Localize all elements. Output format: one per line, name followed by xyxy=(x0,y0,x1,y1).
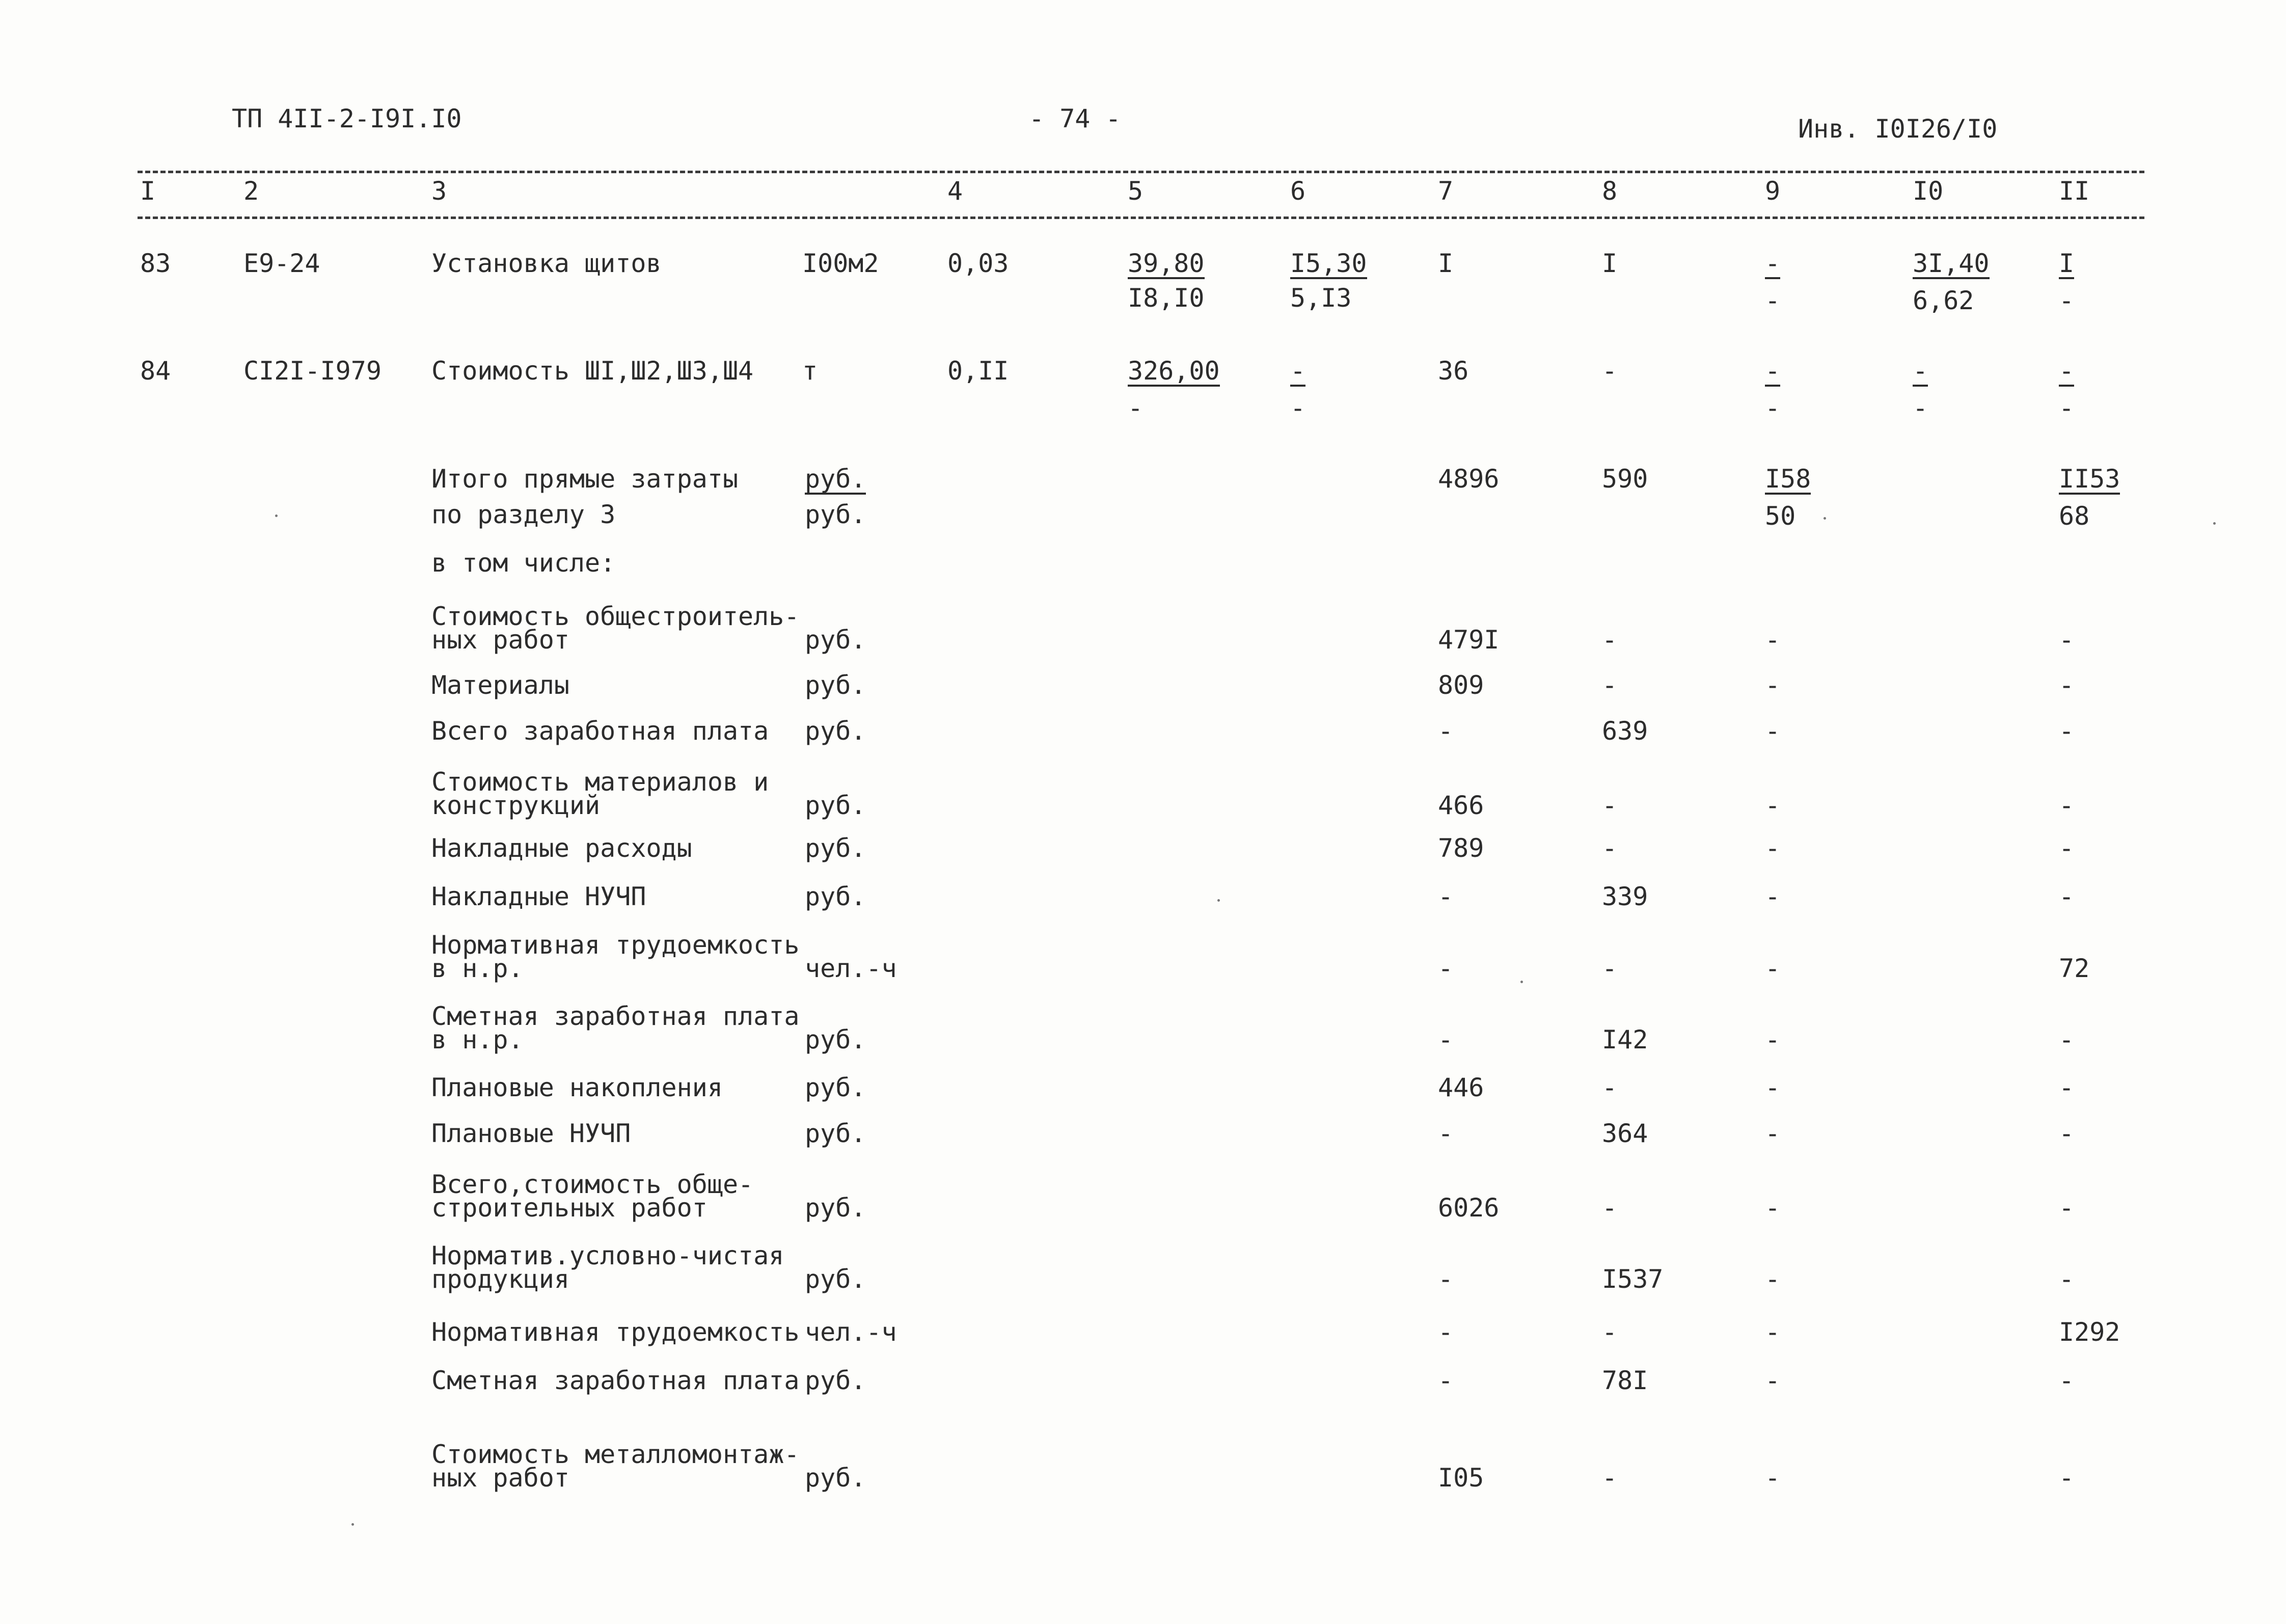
item-col11: - xyxy=(2059,670,2075,700)
item-col11: - xyxy=(2059,1366,2075,1395)
item-col11: - xyxy=(2059,882,2075,911)
rate-code: CI2I-I979 xyxy=(243,356,382,386)
item-label: Плановые накопления xyxy=(431,1073,723,1102)
item-label: Всего,стоимость обще- xyxy=(431,1170,754,1199)
column-number-8: 8 xyxy=(1602,176,1618,206)
item-label: Нормативная трудоемкость xyxy=(431,930,800,960)
item-label-continued: продукция xyxy=(431,1264,569,1294)
page-number: - 74 - xyxy=(1029,104,1121,133)
col8-value: I xyxy=(1602,249,1618,278)
item-col11: - xyxy=(2059,1073,2075,1102)
item-unit: руб. xyxy=(805,716,866,746)
item-label: Плановые НУЧП xyxy=(431,1119,631,1148)
unit: т xyxy=(802,356,818,386)
rate-code: Е9-24 xyxy=(243,249,320,278)
total-col9-lower: 50 xyxy=(1765,501,1796,531)
total-col9: I58 xyxy=(1765,464,1811,494)
total-label-line1: Итого прямые затраты xyxy=(431,464,739,494)
quantity: 0,03 xyxy=(947,249,1009,278)
item-col7: - xyxy=(1438,1119,1454,1148)
item-unit: руб. xyxy=(805,882,866,911)
column-number-7: 7 xyxy=(1438,176,1454,206)
item-col7: 466 xyxy=(1438,791,1484,820)
item-col9: - xyxy=(1765,882,1781,911)
item-label-continued: в н.р. xyxy=(431,954,524,983)
col9-value: - xyxy=(1765,249,1781,278)
quantity: 0,II xyxy=(947,356,1009,386)
item-label-continued: конструкций xyxy=(431,791,601,820)
column-number-2: 2 xyxy=(243,176,259,206)
item-col11: - xyxy=(2059,1119,2075,1148)
unit-cost: 326,00 xyxy=(1128,356,1220,386)
header-top-rule xyxy=(138,171,2144,173)
item-col8: - xyxy=(1602,1073,1618,1102)
item-col11: - xyxy=(2059,1025,2075,1054)
inventory-number: Инв. I0I26/I0 xyxy=(1798,114,1998,144)
col11-value: I xyxy=(2059,249,2075,278)
item-col8: - xyxy=(1602,791,1618,820)
item-col9: - xyxy=(1765,1264,1781,1294)
total-label-line2: по разделу 3 xyxy=(431,500,616,529)
column-number-11: II xyxy=(2059,176,2090,206)
scan-speck xyxy=(2213,522,2216,525)
total-col11: II53 xyxy=(2059,464,2120,494)
item-label: Накладные НУЧП xyxy=(431,882,646,911)
column-number-1: I xyxy=(140,176,156,206)
item-col8: - xyxy=(1602,833,1618,863)
unit-cost-wages: - xyxy=(1128,393,1144,423)
item-label: Норматив.условно-чистая xyxy=(431,1241,784,1270)
col6-value: - xyxy=(1290,356,1306,386)
col10-value: 3I,40 xyxy=(1913,249,1990,278)
item-col9: - xyxy=(1765,1119,1781,1148)
item-unit: руб. xyxy=(805,1025,866,1054)
item-label: Всего заработная плата xyxy=(431,716,769,746)
item-col8: 639 xyxy=(1602,716,1648,746)
item-col7: - xyxy=(1438,1025,1454,1054)
row-number: 83 xyxy=(140,249,171,278)
item-col7: - xyxy=(1438,1366,1454,1395)
item-col8: 78I xyxy=(1602,1366,1648,1395)
col8-value: - xyxy=(1602,356,1618,386)
item-unit: руб. xyxy=(805,670,866,700)
column-number-3: 3 xyxy=(431,176,447,206)
item-label: Материалы xyxy=(431,670,569,700)
item-col9: - xyxy=(1765,954,1781,983)
item-label-continued: строительных работ xyxy=(431,1193,707,1223)
item-col8: - xyxy=(1602,1463,1618,1493)
col10-value-lower: - xyxy=(1913,393,1928,423)
item-col11: I292 xyxy=(2059,1317,2120,1347)
item-col9: - xyxy=(1765,716,1781,746)
item-col9: - xyxy=(1765,1366,1781,1395)
work-name: Установка щитов xyxy=(431,249,662,278)
item-col11: - xyxy=(2059,625,2075,655)
including-label: в том числе: xyxy=(431,548,616,578)
item-col7: 6026 xyxy=(1438,1193,1500,1223)
item-unit: чел.-ч xyxy=(805,1317,897,1347)
col9-value: - xyxy=(1765,356,1781,386)
col11-value-lower: - xyxy=(2059,393,2075,423)
unit-cost: 39,80 xyxy=(1128,249,1205,278)
item-col8: - xyxy=(1602,1193,1618,1223)
item-label-continued: в н.р. xyxy=(431,1025,524,1054)
item-unit: руб. xyxy=(805,1073,866,1102)
item-col8: I537 xyxy=(1602,1264,1664,1294)
item-label-continued: ных работ xyxy=(431,1463,569,1493)
item-col9: - xyxy=(1765,1463,1781,1493)
total-unit-2: руб. xyxy=(805,500,866,529)
column-number-4: 4 xyxy=(947,176,963,206)
item-col11: - xyxy=(2059,791,2075,820)
item-label: Сметная заработная плата xyxy=(431,1002,800,1031)
item-unit: руб. xyxy=(805,833,866,863)
item-col8: I42 xyxy=(1602,1025,1648,1054)
item-col9: - xyxy=(1765,1317,1781,1347)
scan-speck xyxy=(275,515,278,517)
item-unit: руб. xyxy=(805,1366,866,1395)
scan-speck xyxy=(1217,899,1220,902)
item-col7: 446 xyxy=(1438,1073,1484,1102)
scan-speck xyxy=(1824,517,1826,520)
item-label-continued: ных работ xyxy=(431,625,569,655)
scan-speck xyxy=(351,1523,354,1526)
col10-value: - xyxy=(1913,356,1928,386)
item-col11: - xyxy=(2059,1193,2075,1223)
item-unit: руб. xyxy=(805,1193,866,1223)
item-col9: - xyxy=(1765,1073,1781,1102)
col6-value-lower: - xyxy=(1290,393,1306,423)
item-col11: - xyxy=(2059,1264,2075,1294)
scan-speck xyxy=(1520,981,1523,983)
item-label: Накладные расходы xyxy=(431,833,692,863)
unit: I00м2 xyxy=(802,249,879,278)
col6-value-lower: 5,I3 xyxy=(1290,283,1352,313)
item-unit: руб. xyxy=(805,625,866,655)
col11-value-lower: - xyxy=(2059,286,2075,315)
item-col9: - xyxy=(1765,1193,1781,1223)
item-col8: - xyxy=(1602,625,1618,655)
item-label: Стоимость металломонтаж- xyxy=(431,1440,800,1469)
item-col9: - xyxy=(1765,1025,1781,1054)
item-label: Стоимость общестроитель- xyxy=(431,602,800,631)
col7-value: 36 xyxy=(1438,356,1469,386)
item-label: Сметная заработная плата xyxy=(431,1366,800,1395)
column-number-9: 9 xyxy=(1765,176,1781,206)
item-col8: - xyxy=(1602,954,1618,983)
item-col8: 339 xyxy=(1602,882,1648,911)
document-code: ТП 4II-2-I9I.I0 xyxy=(232,104,462,133)
item-col8: - xyxy=(1602,1317,1618,1347)
col9-value-lower: - xyxy=(1765,393,1781,423)
item-col11: - xyxy=(2059,833,2075,863)
column-number-5: 5 xyxy=(1128,176,1144,206)
work-name: Стоимость ШI,Ш2,Ш3,Ш4 xyxy=(431,356,754,386)
item-col9: - xyxy=(1765,670,1781,700)
item-col7: 789 xyxy=(1438,833,1484,863)
item-label: Стоимость материалов и xyxy=(431,767,769,797)
item-unit: руб. xyxy=(805,791,866,820)
col7-value: I xyxy=(1438,249,1454,278)
item-label: Нормативная трудоемкость xyxy=(431,1317,800,1347)
item-col8: 364 xyxy=(1602,1119,1648,1148)
col6-value: I5,30 xyxy=(1290,249,1367,278)
total-unit-1: руб. xyxy=(805,464,866,494)
item-col11: - xyxy=(2059,716,2075,746)
total-col11-lower: 68 xyxy=(2059,501,2090,531)
item-col7: I05 xyxy=(1438,1463,1484,1493)
item-col11: 72 xyxy=(2059,954,2090,983)
item-unit: руб. xyxy=(805,1463,866,1493)
item-col7: - xyxy=(1438,1264,1454,1294)
item-col7: - xyxy=(1438,954,1454,983)
item-col9: - xyxy=(1765,833,1781,863)
item-col7: - xyxy=(1438,1317,1454,1347)
item-col8: - xyxy=(1602,670,1618,700)
item-unit: руб. xyxy=(805,1119,866,1148)
item-col9: - xyxy=(1765,791,1781,820)
item-col9: - xyxy=(1765,625,1781,655)
column-number-10: I0 xyxy=(1913,176,1944,206)
item-unit: чел.-ч xyxy=(805,954,897,983)
row-number: 84 xyxy=(140,356,171,386)
item-unit: руб. xyxy=(805,1264,866,1294)
header-bottom-rule xyxy=(138,216,2144,219)
item-col11: - xyxy=(2059,1463,2075,1493)
item-col7: 479I xyxy=(1438,625,1500,655)
item-col7: - xyxy=(1438,882,1454,911)
total-col8: 590 xyxy=(1602,464,1648,494)
unit-cost-wages: I8,I0 xyxy=(1128,283,1205,313)
total-col7: 4896 xyxy=(1438,464,1500,494)
col11-value: - xyxy=(2059,356,2075,386)
item-col7: - xyxy=(1438,716,1454,746)
col10-value-lower: 6,62 xyxy=(1913,286,1974,315)
item-col7: 809 xyxy=(1438,670,1484,700)
column-number-6: 6 xyxy=(1290,176,1306,206)
col9-value-lower: - xyxy=(1765,286,1781,315)
